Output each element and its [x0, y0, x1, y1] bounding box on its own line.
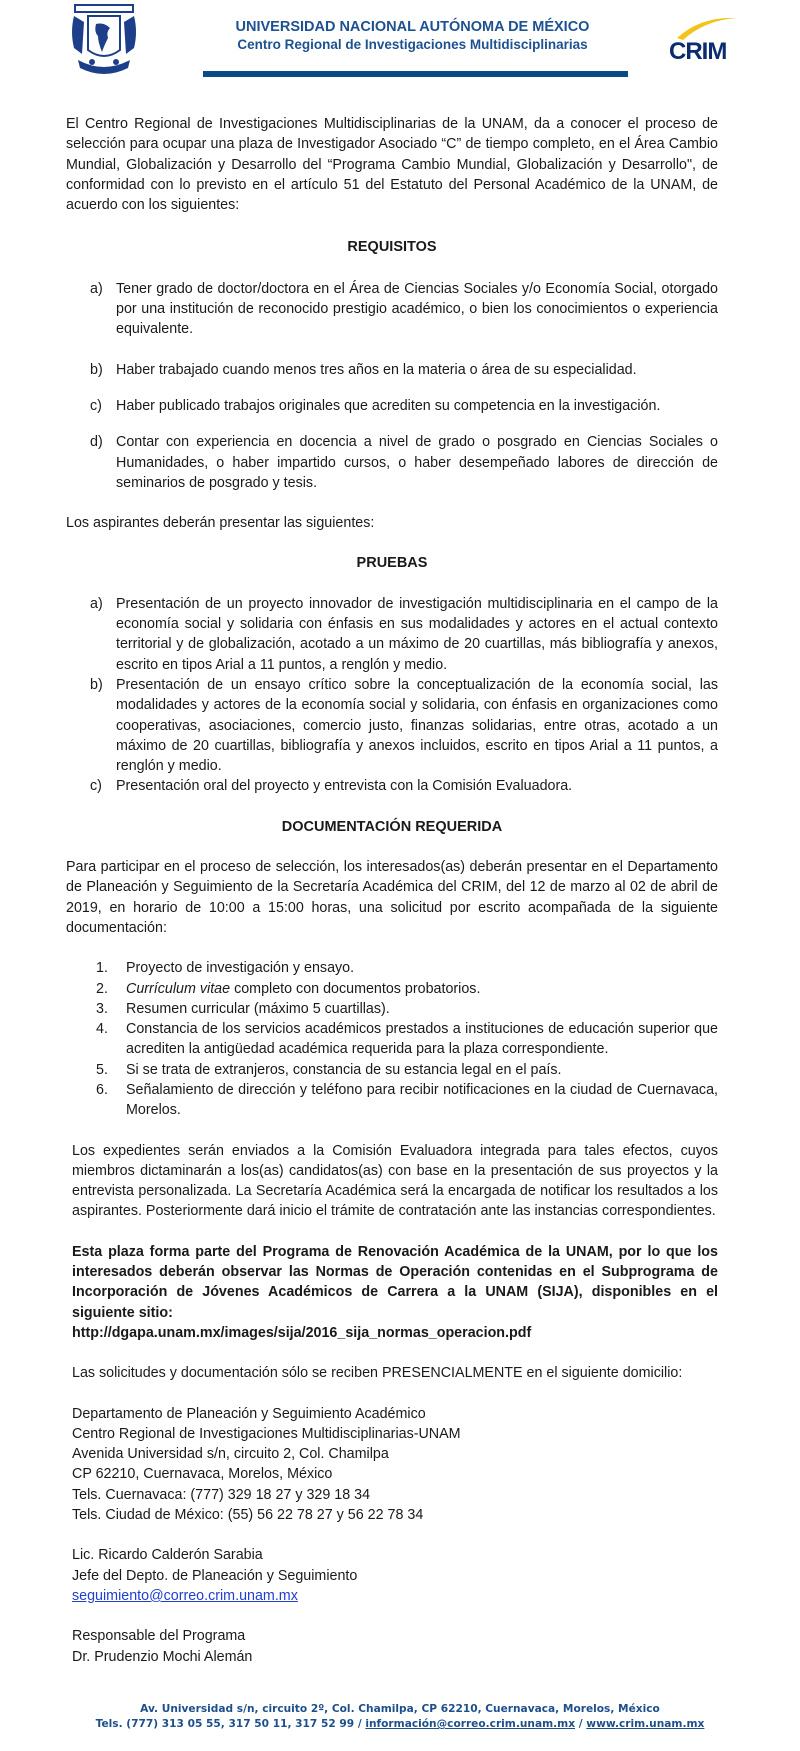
address-line: Centro Regional de Investigaciones Multidisciplinarias-UNAM [72, 1425, 461, 1442]
document-item: 1. Proyecto de investigación y ensayo. [96, 960, 355, 977]
letterhead [0, 0, 800, 90]
footer-email-link[interactable]: información@correo.crim.unam.mx [365, 1718, 576, 1730]
contact-block [66, 1545, 718, 1606]
responsible-label: Responsable del Programa [72, 1628, 246, 1645]
footer-website-link[interactable]: www.crim.unam.mx [586, 1718, 705, 1730]
center-name: Centro Regional de Investigaciones Multidisciplinarias [237, 37, 588, 52]
section-title-pruebas: PRUEBAS [356, 555, 428, 572]
contact-name: Lic. Ricardo Calderón Sarabia [72, 1547, 263, 1564]
aspirants-intro: Los aspirantes deberán presentar las siguientes: [66, 515, 375, 532]
section-title-documentacion: DOCUMENTACIÓN REQUERIDA [281, 818, 503, 835]
address-line: Avenida Universidad s/n, circuito 2, Col. Chamilpa [72, 1446, 389, 1463]
document-item: 4. Constancia de los servicios académicos prestados a instituciones de educación superior que acrediten la antigüedad académica requerida para la plaza correspondiente. [96, 1021, 718, 1058]
letterhead-divider [203, 71, 628, 77]
responsible-block [66, 1626, 718, 1667]
letterhead-title [200, 19, 625, 53]
contact-email-link[interactable]: seguimiento@correo.crim.unam.mx [72, 1587, 298, 1604]
contact-role: Jefe del Depto. de Planeación y Seguimiento [72, 1567, 358, 1584]
document-body [66, 114, 718, 1667]
responsible-name: Dr. Prudenzio Mochi Alemán [72, 1648, 253, 1665]
address-line: Tels. Cuernavaca: (777) 329 18 27 y 329 18 34 [72, 1486, 371, 1503]
expedientes-paragraph: Los expedientes serán enviados a la Comisión Evaluadora integrada para tales efectos, cuyos miembros dictaminarán a los(as) candidatos(as) con base en la presentación de sus proyectos y la entrevista personalizada. La Secretaría Académica será la encargada de notificar los resultados a los aspirantes. Posteriormente dará inicio el trámite de contratación ante las instancias correspondientes. [72, 1142, 718, 1220]
footer-address: Av. Universidad s/n, circuito 2º, Col. Chamilpa, CP 62210, Cuernavaca, Morelos, México [140, 1703, 660, 1715]
crim-logo-icon [665, 14, 745, 64]
document-item: 5. Si se trata de extranjeros, constancia de su estancia legal en el país. [96, 1061, 562, 1078]
requirement-item: a) Tener grado de doctor/doctora en el Área de Ciencias Sociales y/o Economía Social, otorgado por una institución de reconocido prestigio académico, o bien los conocimientos o experiencia equivalente. [90, 280, 718, 338]
requirement-item: b) Haber trabajado cuando menos tres años en la materia o área de su especialidad. [90, 361, 637, 378]
unam-crest-logo-icon [68, 2, 140, 80]
program-notice-text: Esta plaza forma parte del Programa de Renovación Académica de la UNAM, por lo que los interesados deberán observar las Normas de Operación contenidas en el Subprograma de Incorporación de Jóvenes Académicos de Carrera a la UNAM (SIJA), disponibles en el siguiente sitio: [72, 1243, 718, 1321]
program-notice [66, 1242, 718, 1343]
test-item: a) Presentación de un proyecto innovador de investigación multidisciplinaria en el campo de la economía social y solidaria con énfasis en sus modalidades y actores en el actual contexto territorial y de globalización, acotado a un máximo de 20 cuartillas, más bibliografía y anexos, escrito en tipos Arial a 11 puntos, a renglón y medio. [90, 595, 718, 673]
document-item: 3. Resumen curricular (máximo 5 cuartillas). [96, 1000, 390, 1017]
address-block [66, 1404, 718, 1526]
document-item: 6. Señalamiento de dirección y teléfono para recibir notificaciones en la ciudad de Cuernavaca, Morelos. [96, 1081, 718, 1119]
intro-paragraph: El Centro Regional de Investigaciones Multidisciplinarias de la UNAM, da a conocer el proceso de selección para ocupar una plaza de Investigador Asociado “C” de tiempo completo, en el Área Cambio Mundial, Globalización y Desarrollo del “Programa Cambio Mundial, Globalización y Desarrollo", de conformidad con lo previsto en el artículo 51 del Estatuto del Personal Académico de la UNAM, de acuerdo con los siguientes: [66, 116, 718, 214]
footer-phones: Tels. (777) 313 05 55, 317 50 11, 317 52 99 / [95, 1718, 366, 1730]
document-item: 2. Currículum vitae completo con documentos probatorios. [96, 980, 481, 997]
test-item: c) Presentación oral del proyecto y entrevista con la Comisión Evaluadora. [90, 778, 573, 795]
university-name: UNIVERSIDAD NACIONAL AUTÓNOMA DE MÉXICO [235, 19, 590, 35]
requirement-item: c) Haber publicado trabajos originales que acrediten su competencia en la investigación. [90, 397, 661, 414]
presencial-notice: Las solicitudes y documentación sólo se reciben PRESENCIALMENTE en el siguiente domicilio: [72, 1365, 683, 1382]
address-line: CP 62210, Cuernavaca, Morelos, México [72, 1466, 333, 1483]
requirement-item: d) Contar con experiencia en docencia a nivel de grado o posgrado en Ciencias Sociales o Humanidades, o haber impartido cursos, o haber desempeñado labores de dirección de seminarios de posgrado y tesis. [90, 434, 718, 491]
section-title-requisitos: REQUISITOS [347, 239, 437, 256]
documentation-intro: Para participar en el proceso de selección, los interesados(as) deberán presentar en el Departamento de Planeación y Seguimiento de la Secretaría Académica del CRIM, del 12 de marzo al 02 de abril de 2019, en horario de 10:00 a 15:00 horas, una solicitud por escrito acompañada de la siguiente documentación: [66, 859, 718, 936]
test-item: b) Presentación de un ensayo crítico sobre la conceptualización de la economía social, las modalidades y actores de la economía social y solidaria, con énfasis en organizaciones como cooperativas, asociaciones, comercio justo, finanzas solidarias, entre otras, acotado a un máximo de 20 cuartillas, bibliografía y anexos incluidos, escrito en tipos Arial a 11 puntos, a renglón y medio. [90, 676, 718, 775]
svg-text:CRIM: CRIM [669, 38, 727, 64]
footer-contact-line: Tels. (777) 313 05 55, 317 50 11, 317 52 99 / información@correo.crim.unam.mx / www.crim.unam.mx [95, 1718, 705, 1730]
sija-url-link[interactable]: http://dgapa.unam.mx/images/sija/2016_sija_normas_operacion.pdf [72, 1324, 532, 1341]
letterhead-footer [0, 1702, 800, 1732]
address-line: Tels. Ciudad de México: (55) 56 22 78 27 y 56 22 78 34 [72, 1507, 424, 1524]
address-line: Departamento de Planeación y Seguimiento Académico [72, 1405, 426, 1422]
